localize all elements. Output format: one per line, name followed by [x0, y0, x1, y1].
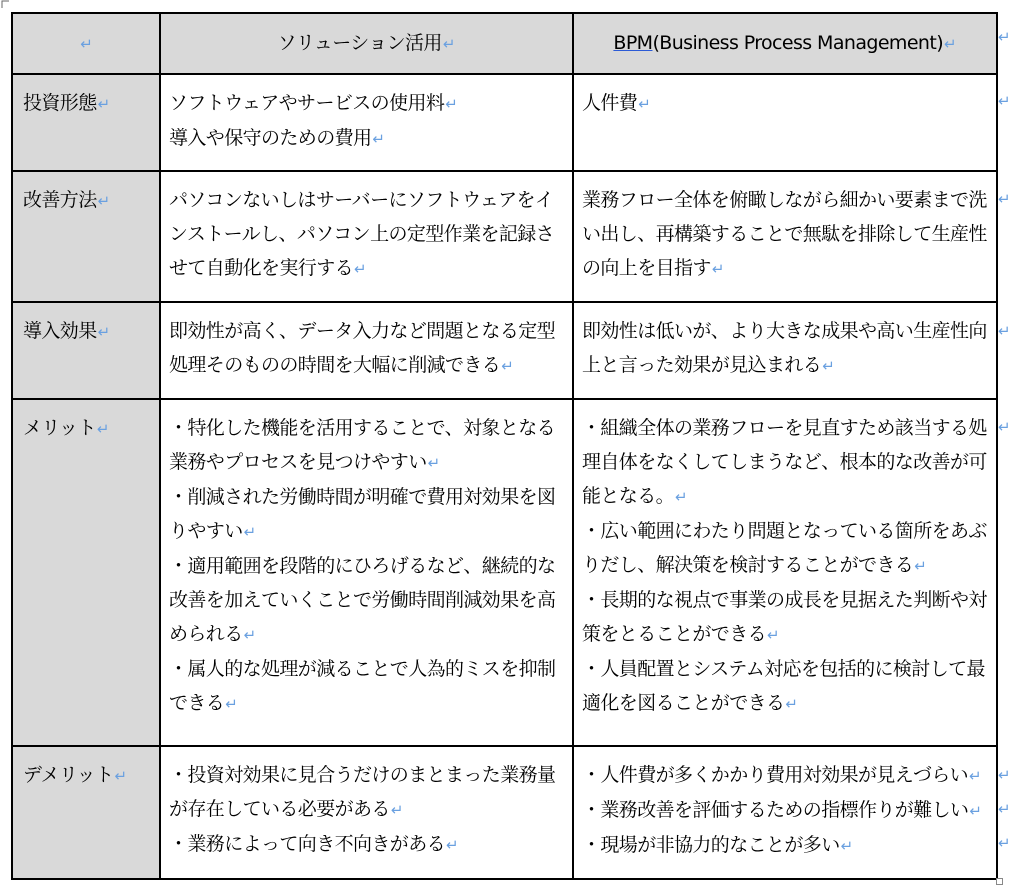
row-label-cell [12, 746, 160, 879]
cell-paragraph: ・特化した機能を活用することで、対象となる業務やプロセスを見つけやすい↵ [169, 417, 556, 473]
solution-cell [160, 302, 573, 399]
cell-paragraph: 即効性が高く、データ入力など問題となる定型処理そのものの時間を大幅に削減できる↵ [169, 320, 556, 376]
comparison-table [11, 12, 998, 880]
cell-paragraph: ・投資対効果に見合うだけのまとまった業務量が存在している必要がある↵ [169, 764, 556, 820]
row-label-cell [12, 302, 160, 399]
bpm-cell [573, 74, 997, 171]
row-method [12, 171, 997, 302]
paragraph-mark: ↵ [97, 192, 111, 210]
header-solution [160, 13, 573, 74]
header-solution-label: ソリューション活用 [277, 32, 442, 54]
paragraph-mark: ↵ [97, 323, 111, 341]
cell-paragraph: 即効性は低いが、より大きな成果や高い生産性向上と言った効果が見込まれる↵ [582, 320, 987, 376]
row-label-cell [12, 171, 160, 302]
header-row [12, 13, 997, 74]
cell-paragraph: ・組織全体の業務フローを見直すため該当する処理自体をなくしてしまうなど、根本的な改善が可能となる。↵ [582, 417, 987, 507]
row-label: メリット [23, 417, 96, 439]
row-end-mark: ↵ [998, 418, 1011, 436]
cell-paragraph: ・業務によって向き不向きがある↵ [169, 833, 459, 855]
cell-paragraph: パソコンないしはサーバーにソフトウェアをインストールし、パソコン上の定型作業を記録させて自動化を実行する↵ [169, 189, 555, 279]
cell-paragraph: ・属人的な処理が減ることで人為的ミスを抑制できる↵ [169, 658, 556, 714]
paragraph-mark: ↵ [80, 35, 93, 53]
row-label-cell [12, 74, 160, 171]
paragraph-mark: ↵ [96, 420, 110, 438]
solution-cell [160, 74, 573, 171]
row-end-mark: ↵ [998, 766, 1011, 784]
cell-paragraph: 業務フロー全体を俯瞰しながら細かい要素まで洗い出し、再構築することで無駄を排除して生産性の向上を目指す↵ [582, 189, 987, 279]
row-investment [12, 74, 997, 171]
row-demerit [12, 746, 997, 879]
row-end-mark: ↵ [998, 800, 1011, 818]
solution-cell [160, 171, 573, 302]
header-bpm-abbrev: BPM [613, 32, 653, 54]
bpm-cell [573, 171, 997, 302]
solution-cell [160, 399, 573, 746]
row-end-mark: ↵ [998, 28, 1011, 46]
bpm-cell [573, 302, 997, 399]
paragraph-mark: ↵ [944, 35, 957, 53]
row-label: 導入効果 [23, 320, 97, 342]
cell-paragraph: 導入や保守のための費用↵ [169, 127, 385, 149]
row-end-mark: ↵ [998, 190, 1011, 208]
bpm-cell [573, 746, 997, 879]
row-label: 投資形態 [23, 92, 97, 114]
row-end-mark: ↵ [998, 322, 1011, 340]
solution-cell [160, 746, 573, 879]
row-end-mark: ↵ [998, 92, 1011, 110]
row-merit [12, 399, 997, 746]
cell-paragraph: ・人員配置とシステム対応を包括的に検討して最適化を図ることができる↵ [582, 658, 985, 714]
cell-paragraph: 人件費↵ [582, 92, 651, 114]
cell-paragraph: ・適用範囲を段階的にひろげるなど、継続的な改善を加えていくことで労働時間削減効果を高められる↵ [169, 555, 556, 645]
row-label: デメリット [23, 764, 114, 786]
paragraph-mark: ↵ [442, 35, 456, 53]
paragraph-mark: ↵ [114, 767, 128, 785]
cell-paragraph: ・広い範囲にわたり問題となっている箇所をあぶりだし、解決策を検討することができる↵ [582, 520, 987, 576]
row-label-cell [12, 399, 160, 746]
table-move-handle-icon[interactable] [1, 0, 10, 9]
paragraph-mark: ↵ [97, 95, 111, 113]
row-effect [12, 302, 997, 399]
row-end-mark: ↵ [998, 834, 1011, 852]
cell-paragraph: ・現場が非協力的なことが多い↵ [582, 834, 854, 856]
bpm-cell [573, 399, 997, 746]
cell-paragraph: ・削減された労働時間が明確で費用対効果を図りやすい↵ [169, 486, 556, 542]
header-corner-cell [12, 13, 160, 74]
cell-paragraph: ・長期的な視点で事業の成長を見据えた判断や対策をとることができる↵ [582, 589, 987, 645]
header-bpm [573, 13, 997, 74]
header-bpm-label: (Business Process Management) [652, 32, 944, 54]
cell-paragraph: ソフトウェアやサービスの使用料↵ [169, 92, 458, 114]
cell-paragraph: ・人件費が多くかかり費用対効果が見えづらい↵ [582, 764, 982, 786]
table-resize-handle[interactable] [996, 878, 1003, 885]
row-label: 改善方法 [23, 189, 97, 211]
cell-paragraph: ・業務改善を評価するための指標作りが難しい↵ [582, 799, 982, 821]
